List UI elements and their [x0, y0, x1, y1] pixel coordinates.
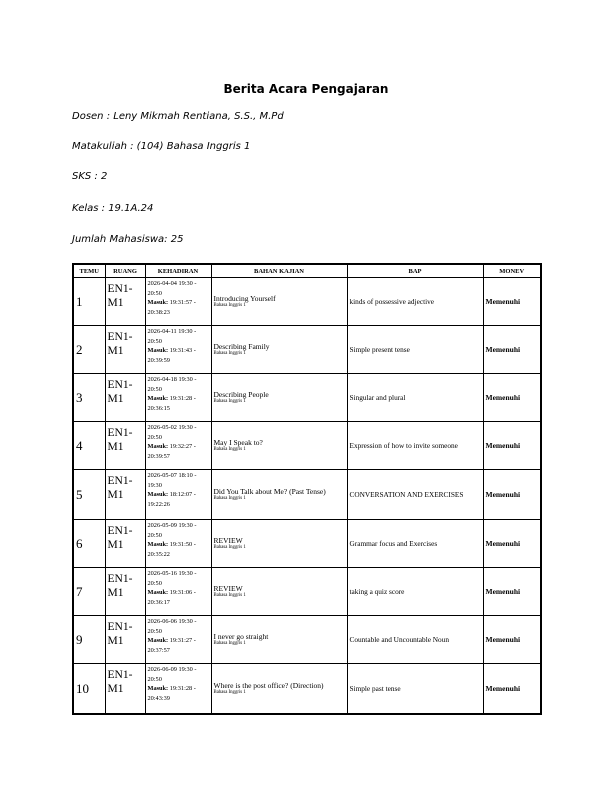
temu-cell: 7 [73, 568, 105, 616]
bahan-kajian-title: May I Speak to? [213, 438, 263, 447]
header-temu: TEMU [73, 264, 105, 278]
ruang-cell: EN1-M1 [105, 278, 145, 326]
kehadiran-cell [145, 278, 211, 326]
bahan-kajian-title: I never go straight [213, 632, 269, 641]
masuk-label: Masuk: [147, 347, 169, 354]
bahan-kajian-cell [211, 616, 347, 664]
monev-cell: Memenuhi [483, 278, 541, 326]
bap-cell: taking a quiz score [347, 568, 483, 616]
masuk-time: 19:31:50 - 20:35:22 [147, 541, 196, 558]
table-body [73, 278, 541, 715]
temu-cell: 5 [73, 470, 105, 520]
header-bap: BAP [347, 264, 483, 278]
temu-cell: 3 [73, 374, 105, 422]
bahan-kajian-cell [211, 664, 347, 715]
temu-cell: 9 [73, 616, 105, 664]
dosen-line: Dosen : Leny Mikmah Rentiana, S.S., M.Pd [72, 111, 284, 122]
kehadiran-cell [145, 616, 211, 664]
kehadiran-cell [145, 326, 211, 374]
bahan-kajian-title: REVIEW [213, 536, 243, 545]
temu-cell: 1 [73, 278, 105, 326]
masuk-time: 19:31:27 - 20:37:57 [147, 637, 196, 654]
bahan-kajian-cell [211, 422, 347, 470]
bap-cell: Singular and plural [347, 374, 483, 422]
kehadiran-date: 2026-04-04 19:30 - 20:50 [147, 280, 197, 297]
header-kehadiran: KEHADIRAN [145, 264, 211, 278]
table-row [73, 470, 541, 520]
monev-cell: Memenuhi [483, 568, 541, 616]
matakuliah-line: Matakuliah : (104) Bahasa Inggris 1 [72, 141, 251, 152]
bahan-kajian-cell [211, 568, 347, 616]
kehadiran-date: 2026-05-02 19:30 - 20:50 [147, 424, 197, 441]
kehadiran-masuk [148, 490, 209, 509]
ruang-cell: EN1-M1 [105, 664, 145, 715]
temu-cell: 6 [73, 520, 105, 568]
temu-cell: 4 [73, 422, 105, 470]
bahan-kajian-subject: Bahasa Inggris 1 [213, 447, 246, 452]
monev-cell: Memenuhi [483, 326, 541, 374]
masuk-time: 18:12:07 - 19:22:26 [147, 491, 196, 508]
bahan-kajian-title: Describing Family [213, 342, 270, 351]
kehadiran-date: 2026-05-09 19:30 - 20:50 [147, 522, 197, 539]
ruang-cell: EN1-M1 [105, 422, 145, 470]
kehadiran-masuk [148, 636, 209, 655]
bap-cell: Simple past tense [347, 664, 483, 715]
table-header-row [73, 264, 541, 278]
kehadiran-masuk [148, 540, 209, 559]
kehadiran-date: 2026-05-07 18:10 - 19:30 [147, 472, 197, 489]
bap-cell: kinds of possessive adjective [347, 278, 483, 326]
monev-cell: Memenuhi [483, 374, 541, 422]
bahan-kajian-subject: Bahasa Inggris 1 [213, 641, 246, 646]
temu-cell: 10 [73, 664, 105, 715]
kehadiran-cell [145, 422, 211, 470]
monev-cell: Memenuhi [483, 520, 541, 568]
kehadiran-cell [145, 568, 211, 616]
masuk-label: Masuk: [147, 491, 169, 498]
kehadiran-masuk [148, 298, 209, 317]
kehadiran-date: 2026-04-18 19:30 - 20:50 [147, 376, 197, 393]
masuk-label: Masuk: [147, 589, 169, 596]
masuk-label: Masuk: [147, 443, 169, 450]
kehadiran-cell [145, 374, 211, 422]
table-row [73, 568, 541, 616]
ruang-cell: EN1-M1 [105, 326, 145, 374]
bahan-kajian-subject: Bahasa Inggris 1 [213, 690, 246, 695]
kehadiran-date: 2026-05-16 19:30 - 20:50 [147, 570, 197, 587]
table-row [73, 278, 541, 326]
kehadiran-date: 2026-06-09 19:30 - 20:50 [147, 666, 197, 683]
bahan-kajian-cell [211, 520, 347, 568]
ruang-cell: EN1-M1 [105, 520, 145, 568]
bahan-kajian-subject: Bahasa Inggris 1 [213, 496, 246, 501]
masuk-time: 19:31:28 - 20:36:15 [147, 395, 196, 412]
kehadiran-masuk [148, 588, 209, 607]
kelas-line: Kelas : 19.1A.24 [72, 203, 154, 214]
masuk-time: 19:31:28 - 20:43:39 [147, 685, 196, 702]
masuk-label: Masuk: [147, 541, 169, 548]
bahan-kajian-title: Did You Talk about Me? (Past Tense) [213, 487, 326, 496]
masuk-label: Masuk: [147, 395, 169, 402]
kehadiran-masuk [148, 442, 209, 461]
ruang-cell: EN1-M1 [105, 470, 145, 520]
masuk-label: Masuk: [147, 299, 169, 306]
kehadiran-masuk [148, 684, 209, 703]
masuk-time: 19:31:06 - 20:36:17 [147, 589, 196, 606]
kehadiran-masuk [148, 394, 209, 413]
bap-cell: Expression of how to invite someone [347, 422, 483, 470]
ruang-cell: EN1-M1 [105, 374, 145, 422]
page-title: Berita Acara Pengajaran [223, 82, 389, 96]
bahan-kajian-title: Where is the post office? (Direction) [213, 681, 324, 690]
kehadiran-masuk [148, 346, 209, 365]
monev-cell: Memenuhi [483, 422, 541, 470]
table-row [73, 422, 541, 470]
bap-cell: Simple present tense [347, 326, 483, 374]
table-row [73, 616, 541, 664]
bap-cell: CONVERSATION AND EXERCISES [347, 470, 483, 520]
masuk-time: 19:31:43 - 20:39:59 [147, 347, 196, 364]
masuk-time: 19:32:27 - 20:39:57 [147, 443, 196, 460]
bahan-kajian-cell [211, 470, 347, 520]
kehadiran-cell [145, 664, 211, 715]
bap-cell: Countable and Uncountable Noun [347, 616, 483, 664]
bahan-kajian-subject: Bahasa Inggris 1 [213, 399, 246, 404]
ruang-cell: EN1-M1 [105, 616, 145, 664]
bahan-kajian-title: REVIEW [213, 584, 243, 593]
bahan-kajian-cell [211, 326, 347, 374]
table-row [73, 664, 541, 715]
kehadiran-cell [145, 470, 211, 520]
kehadiran-date: 2026-06-06 19:30 - 20:50 [147, 618, 197, 635]
jumlah-mahasiswa-line: Jumlah Mahasiswa: 25 [72, 234, 184, 245]
bap-cell: Grammar focus and Exercises [347, 520, 483, 568]
bahan-kajian-subject: Bahasa Inggris 1 [213, 545, 246, 550]
bahan-kajian-title: Introducing Yourself [213, 294, 276, 303]
temu-cell: 2 [73, 326, 105, 374]
bahan-kajian-subject: Bahasa Inggris 1 [213, 303, 246, 308]
sks-line: SKS : 2 [72, 171, 108, 182]
bahan-kajian-subject: Bahasa Inggris 1 [213, 351, 246, 356]
teaching-record-table [72, 263, 542, 715]
ruang-cell: EN1-M1 [105, 568, 145, 616]
bahan-kajian-cell [211, 374, 347, 422]
header-monev: MONEV [483, 264, 541, 278]
monev-cell: Memenuhi [483, 470, 541, 520]
bahan-kajian-cell [211, 278, 347, 326]
masuk-time: 19:31:57 - 20:38:23 [147, 299, 196, 316]
monev-cell: Memenuhi [483, 664, 541, 715]
table-row [73, 326, 541, 374]
kehadiran-cell [145, 520, 211, 568]
masuk-label: Masuk: [147, 685, 169, 692]
kehadiran-date: 2026-04-11 19:30 - 20:50 [147, 328, 197, 345]
header-bahan-kajian: BAHAN KAJIAN [211, 264, 347, 278]
bahan-kajian-title: Describing People [213, 390, 269, 399]
table-row [73, 520, 541, 568]
masuk-label: Masuk: [147, 637, 169, 644]
bahan-kajian-subject: Bahasa Inggris 1 [213, 593, 246, 598]
monev-cell: Memenuhi [483, 616, 541, 664]
table-row [73, 374, 541, 422]
header-ruang: RUANG [105, 264, 145, 278]
